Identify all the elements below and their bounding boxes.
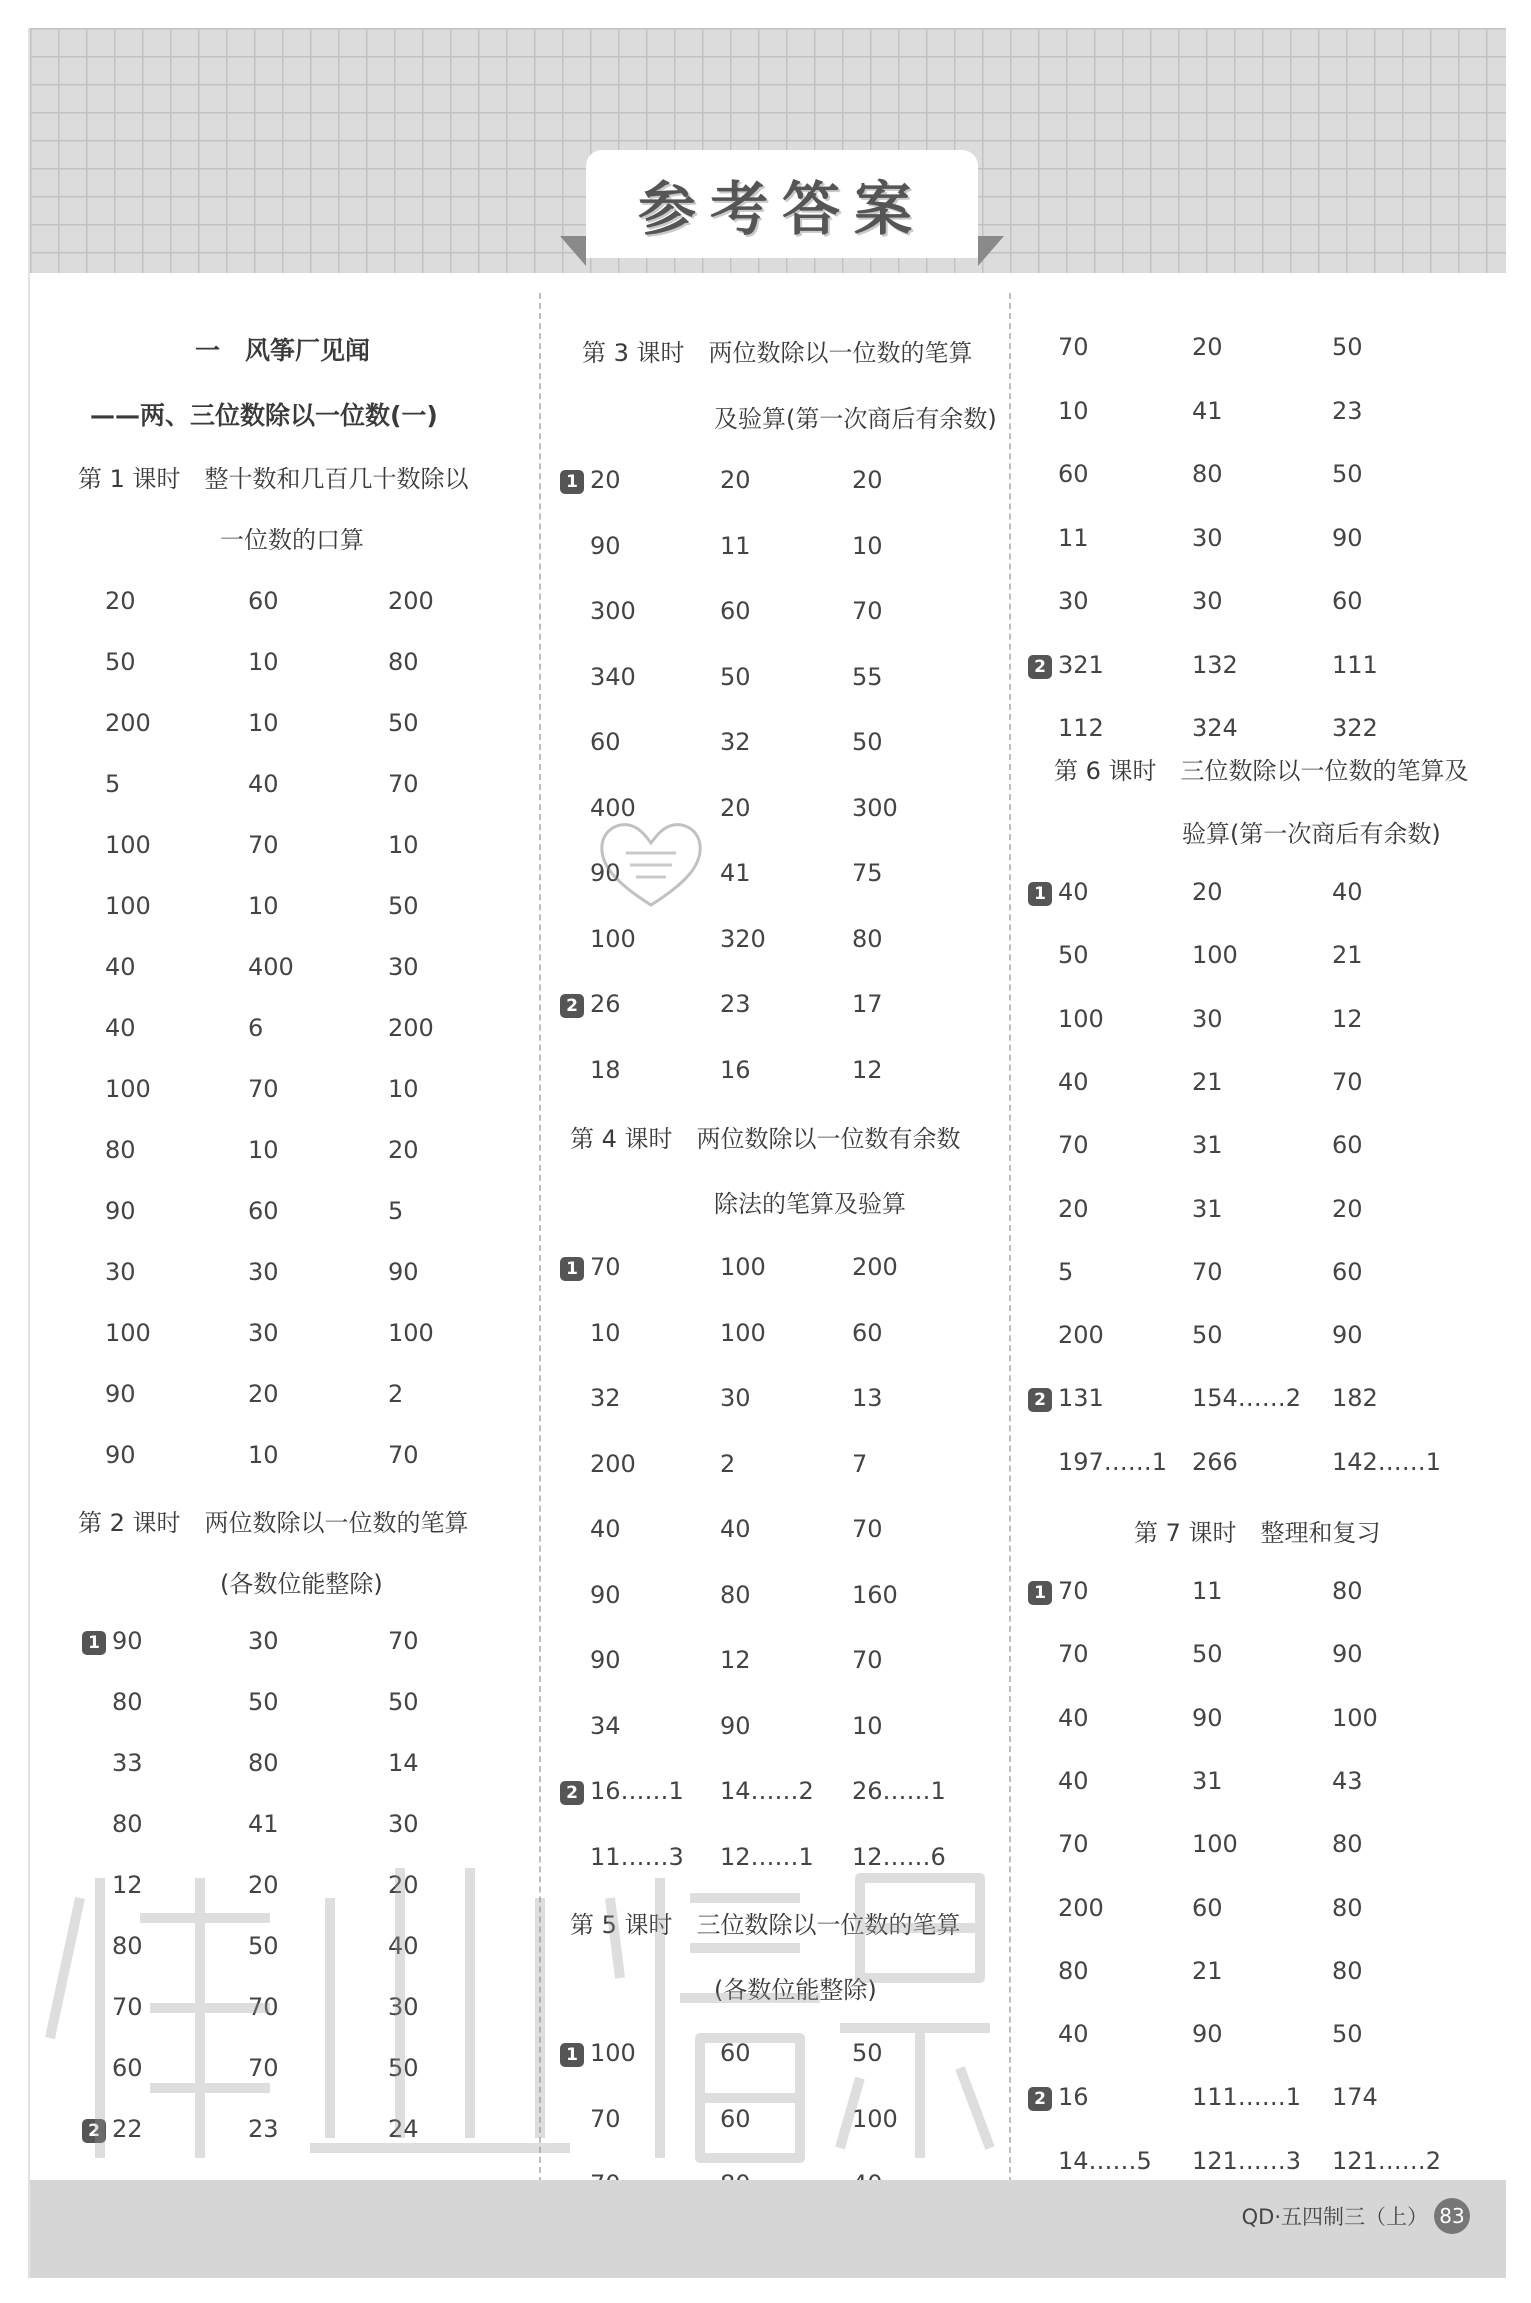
column-2: [540, 273, 1010, 2198]
answer-value: 70: [1058, 1830, 1089, 1859]
question-number-badge: 1: [82, 1631, 106, 1655]
answer-value: 11……3: [590, 1842, 684, 1871]
answer-value: 60: [720, 597, 751, 625]
column-1: [30, 273, 540, 2198]
answer-value: 33: [112, 1749, 143, 1777]
answer-value: 17: [852, 990, 883, 1018]
answer-value: 60: [720, 2039, 751, 2067]
answer-value: 90: [105, 1197, 136, 1225]
answer-value: 30: [248, 1627, 279, 1655]
answer-value: 23: [248, 2115, 279, 2143]
answer-value: 60: [112, 2054, 143, 2082]
answer-value: 43: [1332, 1766, 1363, 1795]
answer-value: 200: [388, 587, 434, 615]
answer-value: 50: [388, 709, 419, 737]
answer-value: 400: [590, 793, 636, 822]
answer-value: 100: [1332, 1703, 1378, 1732]
answer-value: 14: [388, 1749, 419, 1777]
answer-value: 12……6: [852, 1842, 946, 1871]
answer-value: 14……2: [720, 1777, 814, 1805]
answer-value: 321: [1058, 650, 1104, 679]
title-plate: [586, 150, 978, 258]
unit-title: 一 风筝厂见闻: [195, 336, 371, 365]
answer-value: 30: [248, 1258, 279, 1286]
answer-value: 80: [852, 924, 883, 953]
question-number-badge: 2: [82, 2119, 106, 2143]
answer-value: 21: [1192, 1956, 1223, 1985]
answer-value: 50: [1058, 941, 1089, 970]
lesson-6-heading: 第 6 课时 三位数除以一位数的笔算及: [1054, 757, 1469, 785]
answer-value: 200: [1058, 1893, 1104, 1922]
lesson-2-heading: 第 2 课时 两位数除以一位数的笔算: [78, 1509, 469, 1537]
answer-value: 142……1: [1332, 1447, 1442, 1476]
answer-value: 90: [590, 531, 621, 560]
question-number-badge: 1: [1028, 1581, 1052, 1605]
answer-value: 200: [388, 1014, 434, 1042]
answer-value: 16: [720, 1055, 751, 1084]
answer-value: 21: [1192, 1067, 1223, 1096]
question-number-badge: 1: [560, 1257, 584, 1281]
answer-value: 55: [852, 662, 883, 691]
answer-value: 80: [248, 1749, 279, 1777]
lesson-4-heading: 第 4 课时 两位数除以一位数有余数: [570, 1125, 961, 1153]
answer-value: 30: [1192, 1004, 1223, 1033]
question-number-badge: 1: [560, 2043, 584, 2067]
answer-value: 60: [248, 587, 279, 615]
question-number-badge: 1: [1028, 882, 1052, 906]
answer-value: 20: [388, 1871, 419, 1899]
answer-value: 50: [388, 1688, 419, 1716]
answer-value: 90: [112, 1627, 143, 1655]
answer-value: 70: [1192, 1257, 1223, 1286]
answer-value: 100: [105, 1319, 151, 1347]
answer-value: 60: [1058, 460, 1089, 488]
answer-value: 10: [248, 709, 279, 737]
answer-value: 50: [1332, 460, 1363, 488]
answer-value: 12: [1332, 1004, 1363, 1033]
answer-value: 70: [112, 1993, 143, 2021]
answer-value: 10: [248, 892, 279, 920]
answer-value: 60: [590, 728, 621, 756]
answer-value: 40: [248, 770, 279, 798]
answer-value: 20: [105, 587, 136, 615]
answer-value: 70: [1058, 333, 1089, 361]
answer-value: 174: [1332, 2083, 1378, 2112]
answer-value: 90: [1192, 2020, 1223, 2049]
answer-value: 20: [852, 466, 883, 494]
answer-value: 200: [590, 1449, 636, 1478]
answer-value: 100: [1192, 1830, 1238, 1859]
answer-value: 13: [852, 1384, 883, 1412]
answer-value: 41: [1192, 396, 1223, 425]
unit-subtitle: ——两、三位数除以一位数(一): [90, 401, 438, 430]
answer-value: 11: [1192, 1577, 1223, 1605]
answer-value: 24: [388, 2115, 419, 2143]
answer-value: 80: [1192, 460, 1223, 488]
answer-value: 10: [248, 1441, 279, 1469]
answer-value: 20: [388, 1136, 419, 1164]
answer-value: 121……2: [1332, 2146, 1442, 2175]
answer-value: 90: [388, 1258, 419, 1286]
answer-value: 32: [720, 728, 751, 756]
answer-value: 40: [1058, 2020, 1089, 2049]
answer-value: 70: [852, 1646, 883, 1674]
lesson-2-heading-cont: (各数位能整除): [220, 1570, 383, 1598]
answer-value: 111: [1332, 650, 1378, 679]
answer-value: 50: [388, 2054, 419, 2082]
answer-value: 21: [1332, 941, 1363, 970]
answer-value: 90: [1332, 523, 1363, 552]
answer-value: 23: [1332, 396, 1363, 425]
answer-value: 41: [720, 859, 751, 887]
answer-value: 20: [1058, 1194, 1089, 1223]
answer-value: 266: [1192, 1447, 1238, 1476]
answer-value: 40: [720, 1515, 751, 1543]
answer-value: 30: [720, 1384, 751, 1412]
answer-value: 50: [248, 1932, 279, 1960]
page-number: 83: [1434, 2198, 1470, 2234]
answer-page: [28, 28, 1506, 2278]
answer-value: 60: [1332, 587, 1363, 615]
answer-value: 200: [1058, 1321, 1104, 1350]
answer-value: 60: [1192, 1893, 1223, 1922]
answer-value: 100: [852, 2104, 898, 2133]
answer-value: 50: [105, 648, 136, 676]
answer-value: 40: [105, 953, 136, 981]
answer-value: 80: [105, 1136, 136, 1164]
answer-value: 70: [248, 831, 279, 859]
answer-value: 5: [105, 770, 121, 798]
answer-value: 10: [1058, 396, 1089, 425]
answer-value: 10: [248, 648, 279, 676]
answer-value: 80: [1332, 1577, 1363, 1605]
answer-value: 70: [388, 1441, 419, 1469]
answer-value: 2: [388, 1380, 404, 1408]
answer-value: 32: [590, 1384, 621, 1412]
answer-value: 70: [590, 1253, 621, 1281]
answer-value: 100: [105, 892, 151, 920]
answer-value: 20: [248, 1380, 279, 1408]
answer-value: 80: [1332, 1893, 1363, 1922]
answer-value: 100: [590, 924, 636, 953]
answer-value: 30: [388, 1810, 419, 1838]
answer-value: 320: [720, 924, 766, 953]
answer-value: 60: [248, 1197, 279, 1225]
lesson-6-heading-cont: 验算(第一次商后有余数): [1182, 820, 1441, 848]
answer-value: 40: [388, 1932, 419, 1960]
answer-value: 31: [1192, 1194, 1223, 1223]
answer-value: 20: [720, 793, 751, 822]
answer-value: 12: [720, 1646, 751, 1674]
answer-value: 90: [1332, 1640, 1363, 1669]
answer-value: 20: [1192, 878, 1223, 906]
answer-value: 14……5: [1058, 2146, 1152, 2175]
answer-value: 100: [105, 1075, 151, 1103]
answer-value: 30: [105, 1258, 136, 1286]
footer-label: [1242, 2198, 1470, 2234]
lesson-7-heading: 第 7 课时 整理和复习: [1134, 1519, 1381, 1547]
answer-value: 100: [1058, 1004, 1104, 1033]
answer-value: 50: [720, 662, 751, 691]
answer-value: 22: [112, 2115, 143, 2143]
answer-value: 31: [1192, 1766, 1223, 1795]
answer-value: 20: [590, 466, 621, 494]
answer-value: 90: [590, 1580, 621, 1609]
question-number-badge: 2: [1028, 655, 1052, 679]
answer-value: 300: [590, 597, 636, 625]
answer-value: 70: [1058, 1577, 1089, 1605]
answer-value: 70: [388, 770, 419, 798]
answer-value: 70: [852, 1515, 883, 1543]
answer-value: 200: [105, 709, 151, 737]
answer-value: 80: [112, 1810, 143, 1838]
answer-value: 100: [105, 831, 151, 859]
answer-value: 70: [388, 1627, 419, 1655]
column-3: [1010, 273, 1506, 2198]
answer-value: 16……1: [590, 1777, 684, 1805]
answer-value: 60: [852, 1318, 883, 1347]
answer-value: 40: [1058, 1067, 1089, 1096]
answer-value: 90: [105, 1380, 136, 1408]
answer-value: 132: [1192, 650, 1238, 679]
answer-value: 111……1: [1192, 2083, 1302, 2112]
answer-value: 10: [590, 1318, 621, 1347]
answer-value: 100: [590, 2039, 636, 2067]
edition-label: QD·五四制三（上）: [1241, 2205, 1428, 2229]
lesson-5-heading-cont: (各数位能整除): [714, 1976, 877, 2004]
answer-value: 10: [852, 1711, 883, 1740]
answer-value: 50: [248, 1688, 279, 1716]
lesson-1-heading-cont: 一位数的口算: [220, 526, 364, 554]
answer-value: 100: [388, 1319, 434, 1347]
answer-value: 12: [852, 1055, 883, 1084]
answer-value: 100: [1192, 941, 1238, 970]
answer-value: 60: [1332, 1257, 1363, 1286]
answer-value: 182: [1332, 1384, 1378, 1413]
answer-value: 40: [1332, 878, 1363, 906]
answer-value: 10: [388, 1075, 419, 1103]
answer-value: 160: [852, 1580, 898, 1609]
answer-value: 324: [1192, 714, 1238, 742]
answer-value: 80: [112, 1932, 143, 1960]
answer-value: 10: [388, 831, 419, 859]
answer-value: 60: [720, 2104, 751, 2133]
answer-value: 12: [112, 1871, 143, 1899]
answer-value: 20: [1332, 1194, 1363, 1223]
heart-stamp-icon: [596, 813, 706, 913]
answer-value: 200: [852, 1253, 898, 1281]
answer-value: 50: [852, 728, 883, 756]
answer-value: 6: [248, 1014, 264, 1042]
question-number-badge: 2: [560, 1781, 584, 1805]
answer-value: 30: [388, 1993, 419, 2021]
answer-value: 80: [112, 1688, 143, 1716]
answer-value: 18: [590, 1055, 621, 1084]
answer-value: 90: [1192, 1703, 1223, 1732]
lesson-3-heading: 第 3 课时 两位数除以一位数的笔算: [582, 339, 973, 367]
footer-band: [30, 2180, 1506, 2278]
answer-value: 80: [1058, 1956, 1089, 1985]
answer-value: 16: [1058, 2083, 1089, 2112]
page-title: 参考答案: [637, 175, 926, 243]
question-number-badge: 2: [1028, 2087, 1052, 2111]
answer-value: 70: [1058, 1640, 1089, 1669]
answer-value: 5: [388, 1197, 404, 1225]
answer-value: 90: [105, 1441, 136, 1469]
answer-value: 197……1: [1058, 1447, 1168, 1476]
question-number-badge: 2: [560, 994, 584, 1018]
lesson-1-heading: 第 1 课时 整十数和几百几十数除以: [78, 465, 469, 493]
answer-value: 20: [720, 466, 751, 494]
answer-value: 90: [1332, 1321, 1363, 1350]
answer-value: 70: [248, 1075, 279, 1103]
answer-value: 40: [1058, 1703, 1089, 1732]
answer-value: 20: [248, 1871, 279, 1899]
answer-value: 154……2: [1192, 1384, 1302, 1413]
answer-value: 80: [1332, 1956, 1363, 1985]
question-number-badge: 1: [560, 470, 584, 494]
answer-value: 11: [1058, 523, 1089, 552]
answer-value: 70: [1332, 1067, 1363, 1096]
answer-value: 300: [852, 793, 898, 822]
lesson-3-heading-cont: 及验算(第一次商后有余数): [714, 405, 997, 433]
question-number-badge: 2: [1028, 1388, 1052, 1412]
lesson-5-heading: 第 5 课时 三位数除以一位数的笔算: [570, 1911, 961, 1939]
answer-value: 80: [1332, 1830, 1363, 1859]
answer-value: 121……3: [1192, 2146, 1302, 2175]
answer-value: 322: [1332, 714, 1378, 742]
answer-value: 50: [1192, 1321, 1223, 1350]
answer-value: 60: [1332, 1131, 1363, 1160]
answer-value: 23: [720, 990, 751, 1018]
answer-value: 12……1: [720, 1842, 814, 1871]
answer-value: 400: [248, 953, 294, 981]
answer-value: 131: [1058, 1384, 1104, 1413]
answer-value: 31: [1192, 1131, 1223, 1160]
answer-value: 30: [1192, 523, 1223, 552]
answer-value: 100: [720, 1253, 766, 1281]
answer-value: 34: [590, 1711, 621, 1740]
answer-value: 40: [590, 1515, 621, 1543]
answer-value: 40: [1058, 1766, 1089, 1795]
answer-value: 11: [720, 531, 751, 560]
answer-value: 10: [852, 531, 883, 560]
answer-value: 90: [590, 859, 621, 887]
answer-value: 10: [248, 1136, 279, 1164]
answer-value: 75: [852, 859, 883, 887]
answer-value: 30: [248, 1319, 279, 1347]
answer-value: 70: [590, 2104, 621, 2133]
answer-value: 40: [1058, 878, 1089, 906]
answer-value: 40: [105, 1014, 136, 1042]
answer-value: 41: [248, 1810, 279, 1838]
answer-value: 2: [720, 1449, 736, 1478]
answer-value: 30: [388, 953, 419, 981]
lesson-4-heading-cont: 除法的笔算及验算: [714, 1190, 906, 1218]
answer-value: 7: [852, 1449, 868, 1478]
answer-value: 80: [388, 648, 419, 676]
answer-value: 90: [590, 1646, 621, 1674]
answer-value: 50: [1332, 2020, 1363, 2049]
answer-value: 20: [1192, 333, 1223, 361]
answer-value: 30: [1058, 587, 1089, 615]
answer-value: 50: [852, 2039, 883, 2067]
answer-value: 70: [1058, 1131, 1089, 1160]
answer-value: 70: [248, 1993, 279, 2021]
answer-value: 26: [590, 990, 621, 1018]
answer-value: 112: [1058, 714, 1104, 742]
answer-value: 50: [1332, 333, 1363, 361]
answer-value: 90: [720, 1711, 751, 1740]
answer-value: 70: [248, 2054, 279, 2082]
answer-value: 100: [720, 1318, 766, 1347]
answer-value: 70: [852, 597, 883, 625]
answer-value: 80: [720, 1580, 751, 1609]
answer-value: 30: [1192, 587, 1223, 615]
answer-value: 5: [1058, 1257, 1074, 1286]
answer-value: 340: [590, 662, 636, 691]
answer-value: 50: [388, 892, 419, 920]
answer-value: 26……1: [852, 1777, 946, 1805]
answer-value: 50: [1192, 1640, 1223, 1669]
